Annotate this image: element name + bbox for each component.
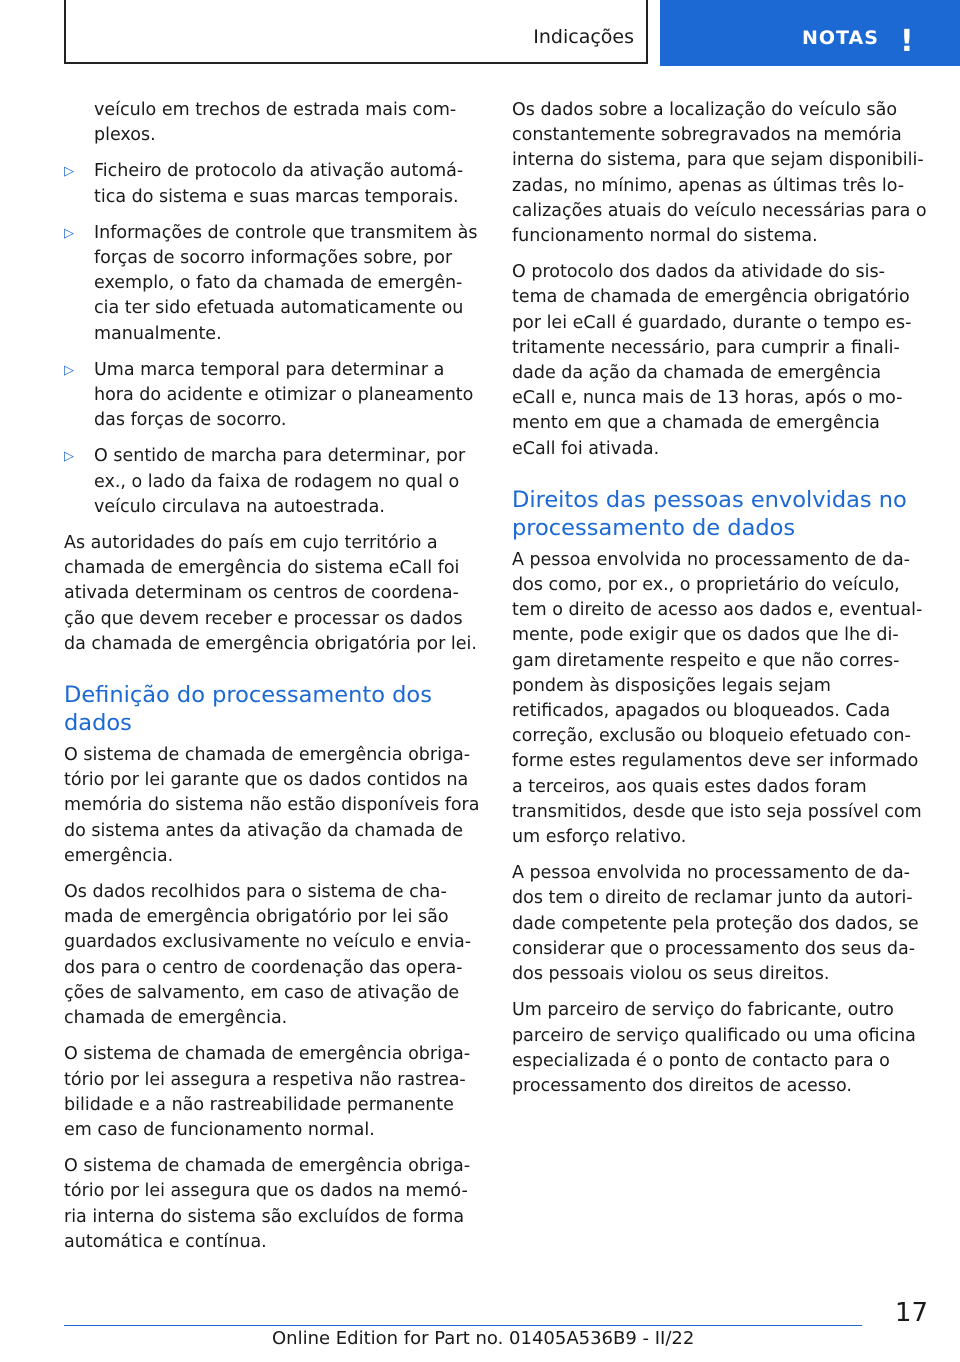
bullet-continuation: veículo em trechos de estrada mais com-plexos. <box>94 100 457 146</box>
paragraph: Os dados sobre a localização do veículo são constantemente sobregravados na memória interna do sistema, para que sejam disponibili-zadas, no mínimo, apenas as últimas três lo-calizações atuais do veículo necessárias para o funcionamento normal do sistema. <box>512 100 927 247</box>
list-item <box>64 358 480 434</box>
paragraph: O protocolo dos dados da atividade do sis-tema de chamada de emergência obrigatório por lei eCall é guardado, durante o tempo es-tritamente necessário, para cumprir a finali-dade da ação da chamada de emergência eCall e, nunca mais de 13 horas, após o mo-mento em que a chamada de emergência eCall foi ativada. <box>512 262 912 459</box>
chapter-tab <box>660 0 960 66</box>
paragraph: O sistema de chamada de emergência obriga-tório por lei garante que os dados contidos na memória do sistema não estão disponíveis fora do sistema antes da ativação da chamada de emergência. <box>64 745 480 866</box>
paragraph: A pessoa envolvida no processamento de da-dos como, por ex., o proprietário do veículo, tem o direito de acesso aos dados e, eventual-mente, pode exigir que os dados que lhe di-gam diretamente respeito e que não corres-pondem às disposições legais sejam retificados, apagados ou bloqueados. Cada correção, exclusão ou bloqueio efetuado con-forme estes regulamentos deve ser informado a terceiros, aos quais estes dados foram transmitidos, desde que isto seja possível com um esforço relativo. <box>512 549 923 848</box>
triangle-bullet-icon: ▷ <box>64 164 74 180</box>
paragraph: A pessoa envolvida no processamento de da-dos tem o direito de reclamar junto da autori-dade competente pela proteção dos dados, se considerar que o processamento dos seus da-dos pessoais violou os seus direitos. <box>512 863 919 985</box>
list-item-text: O sentido de marcha para determinar, por ex., o lado da faixa de rodagem no qual o veículo circulava na autoestrada. <box>94 446 466 517</box>
paragraph: Os dados recolhidos para o sistema de cha-mada de emergência obrigatório por lei são guardados exclusivamente no veículo e envia-dos para o centro de coordenação das opera-ções de salvamento, em caso de ativação de chamada de emergência. <box>64 882 472 1029</box>
list-item <box>64 159 480 209</box>
footer-edition: Online Edition for Part no. 01405A536B9 - II/22 <box>272 1328 695 1349</box>
section-title: Indicações <box>533 26 634 48</box>
list-item-text: Uma marca temporal para determinar a hora do acidente e otimizar o planeamento das forças de socorro. <box>94 359 474 431</box>
list-item-text: Informações de controle que transmitem às forças de socorro informações sobre, por exemplo, o fato da chamada de emergên-cia ter sido efetuada automaticamente ou manualmente. <box>94 222 478 344</box>
list-item-text: Ficheiro de protocolo da ativação automá-tica do sistema e suas marcas temporais. <box>94 161 464 207</box>
paragraph: O sistema de chamada de emergência obriga-tório por lei assegura que os dados na memó-ria interna do sistema são excluídos de forma automática e contínua. <box>64 1156 471 1252</box>
paragraph: O sistema de chamada de emergência obriga-tório por lei assegura a respetiva não rastrea-bilidade e a não rastreabilidade permanente em caso de funcionamento normal. <box>64 1044 471 1140</box>
list-item <box>64 221 480 347</box>
left-column <box>64 98 480 1266</box>
chapter-title: NOTAS <box>802 27 879 49</box>
paragraph: As autoridades do país em cujo território a chamada de emergência do sistema eCall foi ativada determinam os centros de coordena-ção que devem receber e processar os dados da chamada de emergência obrigatória por lei. <box>64 533 477 654</box>
section-tab <box>64 0 648 64</box>
triangle-bullet-icon: ▷ <box>64 225 74 241</box>
page-number: 17 <box>894 1298 928 1328</box>
right-column <box>512 98 928 1110</box>
triangle-bullet-icon: ▷ <box>64 362 74 378</box>
footer-divider <box>64 1325 862 1326</box>
page-header <box>0 0 960 66</box>
triangle-bullet-icon: ▷ <box>64 449 74 465</box>
list-item <box>64 444 480 520</box>
paragraph: Um parceiro de serviço do fabricante, outro parceiro de serviço qualificado ou uma oficina especializada é o ponto de contacto para o processamento dos direitos de acesso. <box>512 1000 916 1096</box>
section-heading: Direitos das pessoas envolvidas no processamento de dados <box>512 486 907 541</box>
section-heading: Definição do processamento dos dados <box>64 682 432 737</box>
exclamation-icon: ! <box>900 24 914 59</box>
